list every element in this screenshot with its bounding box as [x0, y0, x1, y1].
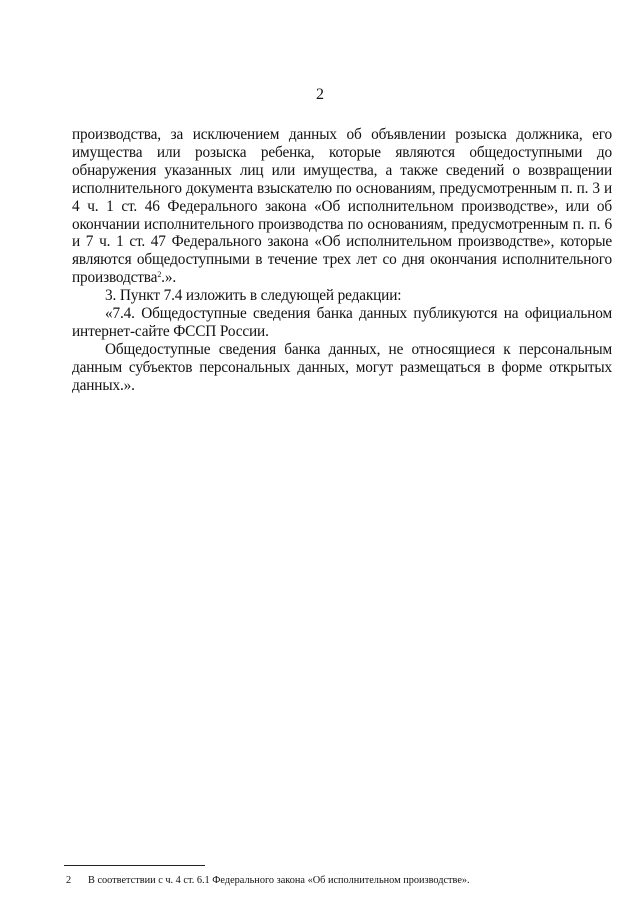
paragraph-amendment-item: 3. Пункт 7.4 изложить в следующей редакции: — [105, 287, 402, 305]
document-body — [72, 126, 612, 395]
footnote-reference: 2 — [157, 270, 162, 280]
paragraph-text: производства, за исключением данных об объявлении розыска должника, его имущества или розыска ребенка, которые являются общедоступными до обнаружения указанных лиц или имущества, а также сведений о возвращении исполнительного документа взыскателю по основаниям, предусмотренным п. п. 3 и 4 ч. 1 ст. 46 Федерального закона «Об исполнительном производстве», или об окончании исполнительного производства по основаниям, предусмотренным п. п. 6 и 7 ч. 1 ст. 47 Федерального закона «Об исполнительном производстве», которые являются общедоступными в течение трех лет со дня окончания исполнительного производства — [72, 126, 612, 287]
paragraph-continuation — [72, 126, 612, 287]
footnote-number: 2 — [66, 875, 72, 886]
paragraph-open-data: Общедоступные сведения банка данных, не относящиеся к персональным данным субъектов персональных данных, могут размещаться в форме открытых данных.». — [72, 340, 612, 394]
page-number: 2 — [316, 86, 324, 103]
footnote-separator — [64, 865, 205, 866]
paragraph-clause-7-4: «7.4. Общедоступные сведения банка данных публикуются на официальном интернет-сайте ФССП России. — [72, 305, 612, 340]
paragraph-tail: .». — [161, 269, 177, 287]
footnote-text: В соответствии с ч. 4 ст. 6.1 Федерального закона «Об исполнительном производстве». — [88, 875, 470, 886]
footnote — [66, 874, 626, 887]
